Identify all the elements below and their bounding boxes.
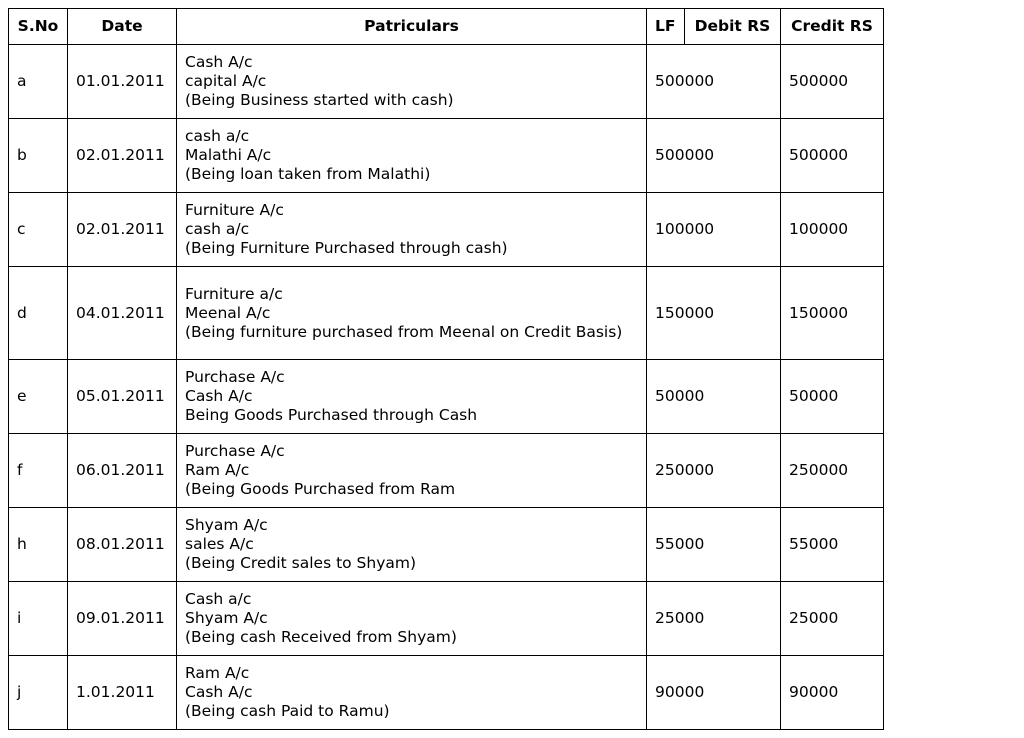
row-credit: 50000: [781, 360, 884, 434]
particulars-line: (Being cash Received from Shyam): [185, 628, 457, 646]
row-debit: 55000: [647, 508, 781, 582]
row-particulars: [177, 656, 647, 730]
particulars-line: Being Goods Purchased through Cash: [185, 406, 478, 424]
particulars-line: capital A/c: [185, 72, 267, 90]
particulars-line: Purchase A/c: [185, 442, 285, 460]
row-sno: i: [9, 582, 68, 656]
particulars-line: (Being Furniture Purchased through cash): [185, 239, 508, 257]
particulars-line: Ram A/c: [185, 461, 250, 479]
row-sno: e: [9, 360, 68, 434]
row-particulars: [177, 119, 647, 193]
header-date: Date: [68, 9, 177, 45]
particulars-line: Cash A/c: [185, 683, 253, 701]
particulars-line: (Being furniture purchased from Meenal on Credit Basis): [185, 322, 623, 341]
header-lf: LF: [647, 9, 685, 45]
row-particulars: [177, 45, 647, 119]
row-credit: 55000: [781, 508, 884, 582]
journal-table: [8, 8, 884, 730]
particulars-line: (Being Business started with cash): [185, 91, 454, 109]
particulars-line: cash a/c: [185, 220, 250, 238]
row-date: 06.01.2011: [68, 434, 177, 508]
particulars-line: Ram A/c: [185, 664, 250, 682]
particulars-line: Cash a/c: [185, 590, 252, 608]
row-sno: h: [9, 508, 68, 582]
particulars-line: Shyam A/c: [185, 609, 268, 627]
row-sno: b: [9, 119, 68, 193]
row-date: 05.01.2011: [68, 360, 177, 434]
row-sno: d: [9, 267, 68, 360]
row-debit: 50000: [647, 360, 781, 434]
row-debit: 150000: [647, 267, 781, 360]
row-particulars: [177, 193, 647, 267]
row-date: 02.01.2011: [68, 119, 177, 193]
particulars-line: Malathi A/c: [185, 146, 272, 164]
row-date: 02.01.2011: [68, 193, 177, 267]
row-credit: 90000: [781, 656, 884, 730]
row-credit: 250000: [781, 434, 884, 508]
journal-body: [9, 45, 884, 730]
table-row: [9, 656, 884, 730]
row-credit: 25000: [781, 582, 884, 656]
table-row: [9, 45, 884, 119]
row-debit: 500000: [647, 45, 781, 119]
table-row: [9, 434, 884, 508]
row-date: 04.01.2011: [68, 267, 177, 360]
row-debit: 90000: [647, 656, 781, 730]
journal-header: [9, 9, 884, 45]
row-sno: j: [9, 656, 68, 730]
table-row: [9, 193, 884, 267]
row-date: 01.01.2011: [68, 45, 177, 119]
particulars-line: sales A/c: [185, 535, 254, 553]
row-particulars: [177, 508, 647, 582]
particulars-line: (Being Goods Purchased from Ram: [185, 480, 456, 498]
row-credit: 100000: [781, 193, 884, 267]
particulars-line: (Being loan taken from Malathi): [185, 165, 431, 183]
row-debit: 25000: [647, 582, 781, 656]
row-debit: 100000: [647, 193, 781, 267]
particulars-line: Cash A/c: [185, 387, 253, 405]
table-row: [9, 267, 884, 360]
header-debit: Debit RS: [685, 9, 781, 45]
particulars-line: Purchase A/c: [185, 368, 285, 386]
row-debit: 500000: [647, 119, 781, 193]
particulars-line: Furniture a/c: [185, 284, 283, 303]
particulars-line: Furniture A/c: [185, 201, 284, 219]
particulars-line: Cash A/c: [185, 53, 253, 71]
table-row: [9, 360, 884, 434]
header-particulars: Patriculars: [177, 9, 647, 45]
row-credit: 500000: [781, 119, 884, 193]
particulars-line: cash a/c: [185, 127, 250, 145]
row-particulars: [177, 360, 647, 434]
row-credit: 150000: [781, 267, 884, 360]
row-debit: 250000: [647, 434, 781, 508]
header-credit: Credit RS: [781, 9, 884, 45]
row-date: 09.01.2011: [68, 582, 177, 656]
table-row: [9, 119, 884, 193]
header-row: [9, 9, 884, 45]
row-credit: 500000: [781, 45, 884, 119]
particulars-line: Shyam A/c: [185, 516, 268, 534]
row-particulars: [177, 267, 647, 360]
particulars-line: (Being Credit sales to Shyam): [185, 554, 417, 572]
row-sno: a: [9, 45, 68, 119]
row-particulars: [177, 582, 647, 656]
row-date: 1.01.2011: [68, 656, 177, 730]
particulars-line: (Being cash Paid to Ramu): [185, 702, 390, 720]
row-particulars: [177, 434, 647, 508]
table-row: [9, 582, 884, 656]
row-date: 08.01.2011: [68, 508, 177, 582]
particulars-line: Meenal A/c: [185, 303, 271, 322]
row-sno: c: [9, 193, 68, 267]
header-sno: S.No: [9, 9, 68, 45]
row-sno: f: [9, 434, 68, 508]
table-row: [9, 508, 884, 582]
